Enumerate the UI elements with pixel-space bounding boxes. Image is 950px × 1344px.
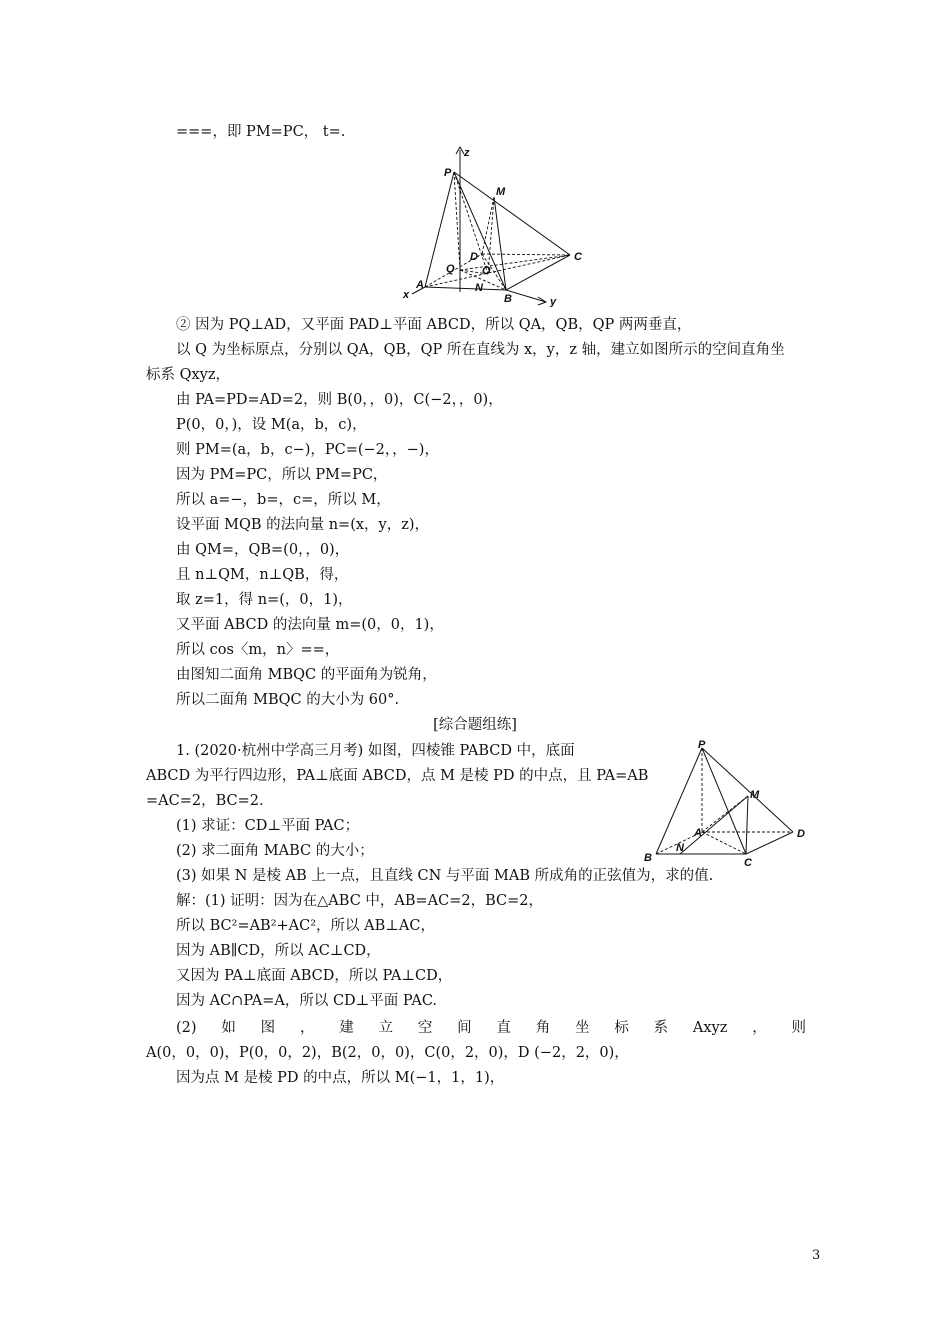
text-line: ② 因为 PQ⊥AD，又平面 PAD⊥平面 ABCD，所以 QA，QB，QP 两两垂直，	[176, 317, 692, 333]
text-line: 以 Q 为坐标原点，分别以 QA，QB，QP 所在直线为 x，y，z 轴，建立如图所示的空间直角坐	[176, 342, 785, 358]
fig2-label-N: N	[676, 842, 684, 854]
text-line: 取 z=1，得 n=(，0，1)，	[176, 592, 353, 608]
text-line: 因为点 M 是棱 PD 的中点，所以 M(−1，1，1)，	[176, 1070, 505, 1086]
fig1-label-N: N	[475, 282, 483, 294]
text-line: ===，即 PM=PC， t=.	[176, 124, 346, 140]
text-line: 因为 AB∥CD，所以 AC⊥CD，	[176, 943, 381, 959]
fig2-label-A: A	[694, 827, 702, 839]
text-line: 由图知二面角 MBQC 的平面角为锐角，	[176, 667, 437, 683]
text-line: (1) 求证：CD⊥平面 PAC；	[176, 818, 360, 834]
text-line: (3) 如果 N 是棱 AB 上一点，且直线 CN 与平面 MAB 所成角的正弦值为，求的值.	[176, 868, 714, 884]
text-line: 所以 BC²=AB²+AC²，所以 AB⊥AC，	[176, 918, 435, 934]
text-line: A(0，0，0)，P(0，0，2)，B(2，0，0)，C(0，2，0)，D (−2，2，0)，	[146, 1045, 629, 1061]
section-title: [综合题组练]	[433, 717, 517, 733]
text-line: 且 n⊥QM，n⊥QB，得，	[176, 567, 349, 583]
fig2-label-M: M	[750, 789, 760, 801]
fig1-label-C: C	[574, 251, 582, 263]
text-line: 所以 cos〈m，n〉==，	[176, 642, 340, 658]
text-line: 因为 AC∩PA=A，所以 CD⊥平面 PAC.	[176, 993, 437, 1009]
text-line: 又因为 PA⊥底面 ABCD，所以 PA⊥CD，	[176, 968, 453, 984]
text-line: =AC=2，BC=2.	[146, 793, 264, 809]
fig2-label-P: P	[698, 739, 706, 751]
fig1-label-y: y	[550, 296, 557, 307]
text-line: 所以二面角 MBQC 的大小为 60°.	[176, 692, 400, 708]
fig1-label-A: A	[416, 279, 424, 291]
fig1-label-z: z	[464, 147, 470, 159]
fig1-label-x: x	[403, 289, 410, 301]
fig1-label-Q: Q	[446, 263, 455, 275]
fig2-label-B: B	[644, 852, 652, 864]
justified-line: (2) 如 图 ， 建 立 空 间 直 角 坐 标 系 Axyz ， 则	[176, 1020, 806, 1036]
fig1-label-M: M	[496, 186, 506, 198]
fig1-label-O: O	[482, 265, 491, 277]
text-line: (2) 求二面角 MABC 的大小；	[176, 843, 374, 859]
fig2-label-D: D	[797, 828, 805, 840]
text-line: 则 PM=(a，b，c−)，PC=(−2，，−)，	[176, 442, 439, 458]
text-line: 又平面 ABCD 的法向量 m=(0，0，1)，	[176, 617, 444, 633]
text-line: 标系 Qxyz，	[146, 367, 231, 383]
pyramid-figure-2	[638, 736, 813, 871]
text-line: 所以 a=−，b=，c=，所以 M，	[176, 492, 391, 508]
text-line: P(0，0，)，设 M(a，b，c)，	[176, 417, 367, 433]
pyramid-figure-1	[398, 142, 588, 307]
text-line: 因为 PM=PC，所以 PM=PC，	[176, 467, 388, 483]
text-line: 由 PA=PD=AD=2，则 B(0，，0)，C(−2，，0)，	[176, 392, 503, 408]
text-line: 由 QM=，QB=(0，，0)，	[176, 542, 350, 558]
text-line: ABCD 为平行四边形，PA⊥底面 ABCD，点 M 是棱 PD 的中点，且 PA=AB	[146, 768, 649, 784]
fig1-label-D: D	[470, 251, 478, 263]
text-line: 1. (2020·杭州中学高三月考) 如图，四棱锥 PABCD 中，底面	[176, 743, 575, 759]
fig2-label-C: C	[744, 857, 752, 869]
fig1-label-B: B	[504, 293, 512, 305]
text-line: 解：(1) 证明：因为在△ABC 中，AB=AC=2，BC=2，	[176, 893, 544, 909]
fig1-label-P: P	[444, 167, 452, 179]
page-number: 3	[812, 1248, 821, 1263]
text-line: 设平面 MQB 的法向量 n=(x，y，z)，	[176, 517, 430, 533]
